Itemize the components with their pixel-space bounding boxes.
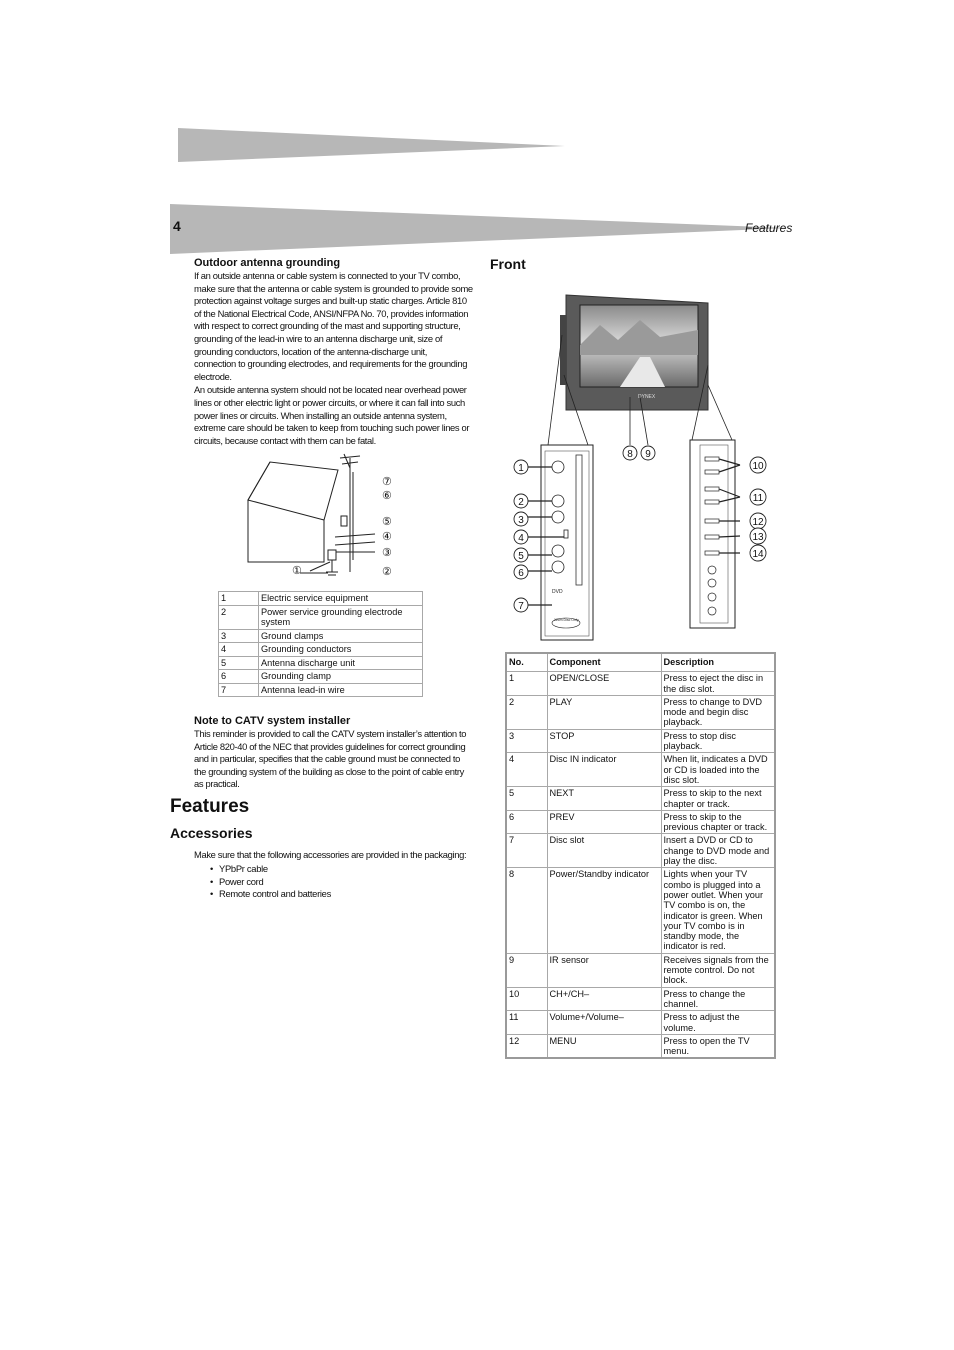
text-line: This reminder is provided to call the CATV system installer’s attention to <box>194 728 467 739</box>
table-cell: Press to eject the disc in the disc slot. <box>661 672 775 696</box>
callout-9: 9 <box>645 449 651 460</box>
text-line: connection to grounding electrodes, and requirements for the grounding <box>194 358 468 370</box>
table-row <box>219 605 423 629</box>
diagram-callout-2: ② <box>382 566 392 578</box>
table-row <box>506 810 775 834</box>
outdoor-antenna-paragraph-1 <box>194 270 484 383</box>
running-header-title: Features <box>745 221 793 235</box>
tv-brand-logo: DYNEX <box>638 394 656 400</box>
table-cell: Antenna discharge unit <box>259 656 423 670</box>
grounding-conductor <box>335 534 375 537</box>
table-cell: 3 <box>219 629 259 643</box>
table-cell: 12 <box>506 1034 547 1058</box>
table-header: Description <box>661 653 775 672</box>
table-cell: Press to skip to the previous chapter or track. <box>661 810 775 834</box>
bullet-icon: • <box>210 888 213 900</box>
table-row <box>506 672 775 696</box>
grounding-legend-table <box>218 591 423 697</box>
table-cell: Press to stop disc playback. <box>661 729 775 753</box>
catv-paragraph <box>194 728 484 791</box>
disc-panel <box>541 445 593 640</box>
table-row <box>219 629 423 643</box>
table-row <box>506 987 775 1011</box>
table-cell: Grounding clamp <box>259 670 423 684</box>
table-row <box>219 643 423 657</box>
open-close-button <box>552 461 564 473</box>
ch-down-button <box>705 470 719 474</box>
table-cell: 4 <box>506 753 547 787</box>
table-cell: 1 <box>219 592 259 606</box>
diagram-callout-4: ④ <box>382 531 392 543</box>
table-cell: 5 <box>506 787 547 811</box>
text-line: Article 820-40 of the NEC that provides guidelines for correct grounding <box>194 740 466 752</box>
table-row <box>506 834 775 868</box>
text-line: as practical. <box>194 778 240 790</box>
table-cell: 5 <box>219 656 259 670</box>
house-roof <box>248 462 338 520</box>
table-row <box>506 695 775 729</box>
table-row <box>219 656 423 670</box>
menu-button <box>705 519 719 523</box>
table-row <box>219 670 423 684</box>
text-line: and in particular, specifies that the cable ground must be connected to <box>194 753 460 765</box>
table-cell: Press to adjust the volume. <box>661 1011 775 1035</box>
table-row <box>506 753 775 787</box>
text-line: protection against voltage surges and built-up static charges. Article 810 <box>194 295 467 307</box>
text-line: circuits, because contact with them can be fatal. <box>194 434 376 446</box>
accessories-list <box>210 863 331 901</box>
table-cell: 2 <box>506 695 547 729</box>
table-cell: 9 <box>506 953 547 987</box>
table-cell: PREV <box>547 810 661 834</box>
text-line: make sure that the antenna or cable system is grounded to provide some <box>194 282 473 294</box>
callout-5: 5 <box>518 551 524 562</box>
header-decoration <box>0 0 954 260</box>
diagram-callout-1: ① <box>292 565 302 577</box>
table-cell: 6 <box>219 670 259 684</box>
table-cell: Ground clamps <box>259 629 423 643</box>
stop-button <box>552 511 564 523</box>
callout-8: 8 <box>627 449 633 460</box>
play-button <box>552 495 564 507</box>
text-line: power lines or circuits. When installing an outside antenna system, <box>194 409 447 421</box>
list-item: • Remote control and batteries <box>210 888 331 900</box>
callout-14: 14 <box>752 549 764 560</box>
dvd-logo: DVD <box>552 589 563 595</box>
callout-11: 11 <box>752 493 764 504</box>
accessories-title: Accessories <box>170 825 253 841</box>
tv-front-diagram <box>500 285 780 645</box>
table-cell: Volume+/Volume– <box>547 1011 661 1035</box>
list-item: • YPbPr cable <box>210 863 268 874</box>
table-row <box>506 729 775 753</box>
table-header-row <box>506 653 775 672</box>
table-row <box>219 683 423 697</box>
table-cell: Press to skip to the next chapter or track. <box>661 787 775 811</box>
table-cell: PLAY <box>547 695 661 729</box>
vol-down-button <box>705 500 719 504</box>
table-cell: STOP <box>547 729 661 753</box>
diagram-callout-3: ③ <box>382 547 392 559</box>
service-equipment <box>328 550 336 560</box>
callout-7: 7 <box>518 601 524 612</box>
table-cell: Grounding conductors <box>259 643 423 657</box>
table-header: Component <box>547 653 661 672</box>
table-cell: Receives signals from the remote control. Do not block. <box>661 953 775 987</box>
disc-slot <box>576 455 582 585</box>
table-row <box>506 868 775 953</box>
header-gray-band <box>170 204 793 254</box>
text-line: with respect to correct grounding of the mast and supporting structure, <box>194 320 461 332</box>
table-cell: Press to open the TV menu. <box>661 1034 775 1058</box>
callout-4: 4 <box>518 533 524 544</box>
table-row <box>506 1034 775 1058</box>
callout-1: 1 <box>518 463 524 474</box>
table-cell: Lights when your TV combo is plugged into a power outlet. When your TV combo is on, the indicator is green. When your TV combo is in standby mode, the indicator is red. <box>661 868 775 953</box>
outdoor-antenna-paragraph-2 <box>194 384 484 447</box>
top-gray-wedge <box>178 128 565 162</box>
text-line: lines or other electric light or power circuits, or where it can fall into such <box>194 396 465 408</box>
callout-2: 2 <box>518 497 524 508</box>
catv-section <box>194 715 484 791</box>
text-line: electrode. <box>194 370 232 382</box>
text-line: grounding of the lead-in wire to an antenna discharge unit, size of <box>194 332 443 344</box>
table-cell: OPEN/CLOSE <box>547 672 661 696</box>
table-cell: Antenna lead-in wire <box>259 683 423 697</box>
diagram-callout-7: ⑦ <box>382 476 392 488</box>
features-title: Features <box>170 796 250 817</box>
prev-button <box>552 561 564 573</box>
standby-button <box>705 551 719 555</box>
vol-up-button <box>705 487 719 491</box>
table-cell: IR sensor <box>547 953 661 987</box>
list-item: • Power cord <box>210 875 264 887</box>
table-cell: 10 <box>506 987 547 1011</box>
table-row <box>219 592 423 606</box>
disc-in-indicator <box>564 530 568 538</box>
table-cell: 3 <box>506 729 547 753</box>
table-cell: Press to change to DVD mode and begin disc playback. <box>661 695 775 729</box>
table-cell: Insert a DVD or CD to change to DVD mode and play the disc. <box>661 834 775 868</box>
table-cell: 6 <box>506 810 547 834</box>
front-components-table <box>505 652 776 1059</box>
text-line: extreme care should be taken to keep from touching such power lines or <box>194 422 470 434</box>
table-cell: 7 <box>506 834 547 868</box>
table-cell: NEXT <box>547 787 661 811</box>
callout-3: 3 <box>518 515 524 526</box>
outdoor-antenna-heading: Outdoor antenna grounding <box>194 257 341 269</box>
table-cell: 8 <box>506 868 547 953</box>
accessories-intro: Make sure that the following accessories are provided in the packaging: <box>194 849 467 860</box>
text-line: An outside antenna system should not be located near overhead power <box>194 384 467 396</box>
bullet-icon: • <box>210 875 213 887</box>
table-cell: Power service grounding electrode system <box>259 605 423 629</box>
text-line: If an outside antenna or cable system is connected to your TV combo, <box>194 270 461 281</box>
callout-10: 10 <box>752 461 764 472</box>
table-cell: Disc IN indicator <box>547 753 661 787</box>
callout-12: 12 <box>752 517 764 528</box>
table-cell: CH+/CH– <box>547 987 661 1011</box>
bullet-icon: • <box>210 863 213 874</box>
table-cell: 2 <box>219 605 259 629</box>
table-cell: 7 <box>219 683 259 697</box>
antenna-grounding-diagram <box>240 452 400 582</box>
callout-6: 6 <box>518 568 524 579</box>
tv-side <box>560 315 566 385</box>
table-cell: Electric service equipment <box>259 592 423 606</box>
table-row <box>506 953 775 987</box>
catv-heading: Note to CATV system installer <box>194 715 351 727</box>
page-number: 4 <box>173 218 181 234</box>
table-cell: Disc slot <box>547 834 661 868</box>
input-button <box>705 535 719 539</box>
disc-slot-label: 12cm Disc Only <box>554 618 579 622</box>
table-row <box>506 787 775 811</box>
callout-13: 13 <box>752 532 764 543</box>
text-line: grounding conductors, location of the antenna-discharge unit, <box>194 345 427 357</box>
table-cell: Power/Standby indicator <box>547 868 661 953</box>
table-cell: MENU <box>547 1034 661 1058</box>
table-cell: Press to change the channel. <box>661 987 775 1011</box>
text-line: the grounding system of the building as close to the point of cable entry <box>194 765 464 777</box>
table-cell: 11 <box>506 1011 547 1035</box>
front-title: Front <box>490 256 526 272</box>
text-line: of the National Electrical Code, ANSI/NFPA No. 70, provides information <box>194 307 469 319</box>
diagram-callout-5: ⑤ <box>382 516 392 528</box>
table-cell: When lit, indicates a DVD or CD is loaded into the disc slot. <box>661 753 775 787</box>
table-header: No. <box>506 653 547 672</box>
antenna-element <box>340 456 360 458</box>
table-row <box>506 1011 775 1035</box>
table-cell: 1 <box>506 672 547 696</box>
ch-up-button <box>705 457 719 461</box>
outdoor-antenna-section <box>194 257 484 447</box>
table-cell: 4 <box>219 643 259 657</box>
discharge-unit <box>341 516 347 526</box>
diagram-callout-6: ⑥ <box>382 490 392 502</box>
next-button <box>552 545 564 557</box>
